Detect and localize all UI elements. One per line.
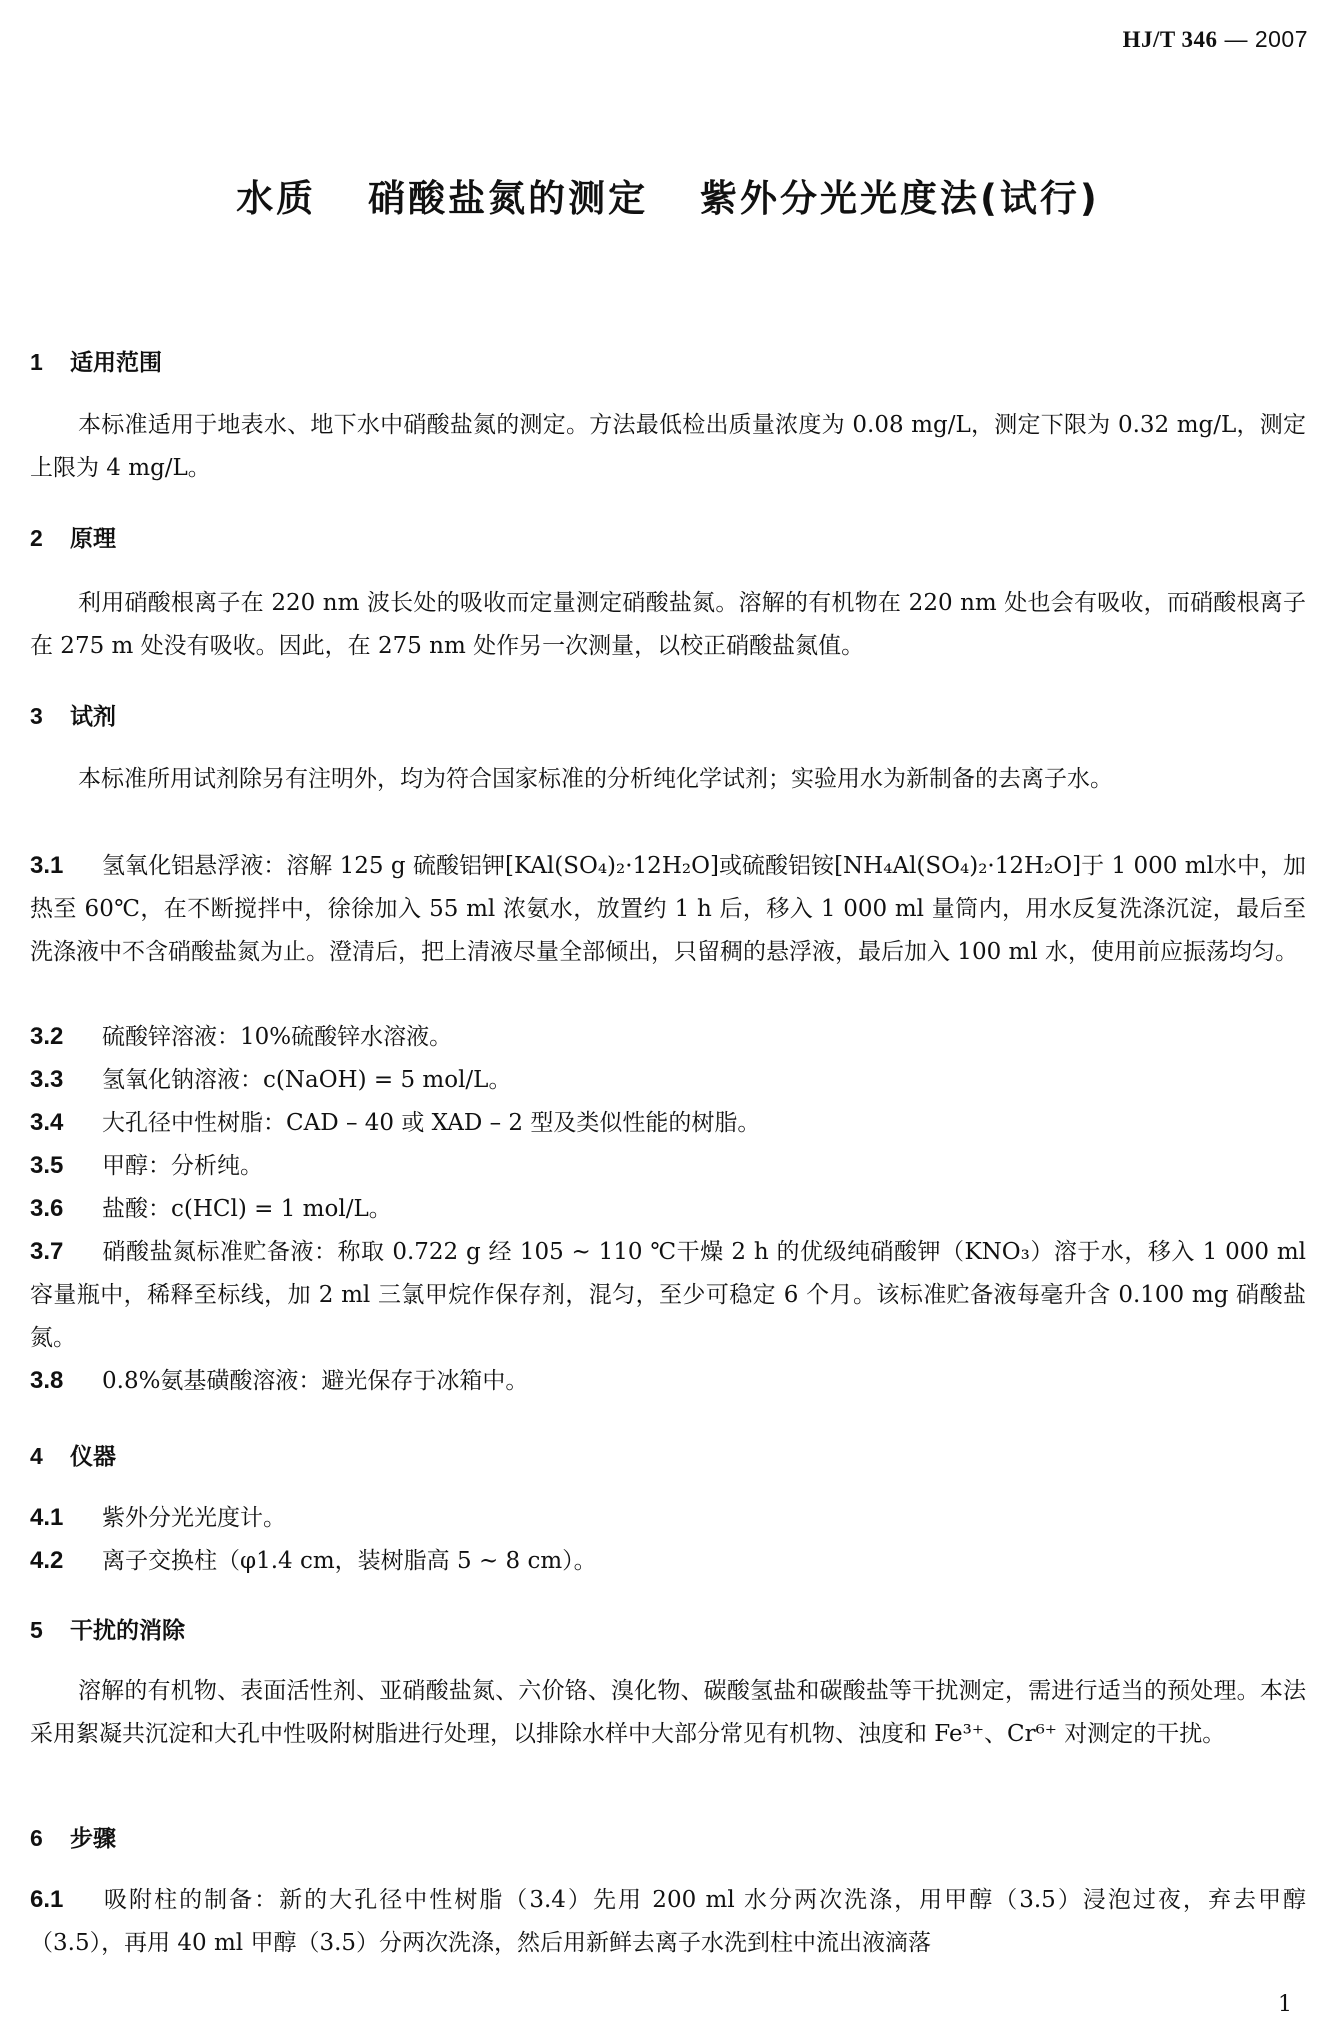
section-heading-5: 5 干扰的消除 (30, 1617, 185, 1644)
item-3-2: 3.2 硫酸锌溶液：10%硫酸锌水溶液。 (30, 1023, 453, 1050)
item-3-3: 3.3 氢氧化钠溶液：c(NaOH) = 5 mol/L。 (30, 1066, 512, 1093)
item-3-8: 3.8 0.8%氨基磺酸溶液：避光保存于冰箱中。 (30, 1367, 529, 1394)
document-title (0, 168, 1336, 222)
item-3-4: 3.4 大孔径中性树脂：CAD – 40 或 XAD – 2 型及类似性能的树脂。 (30, 1109, 761, 1136)
section-2-body: 利用硝酸根离子在 220 nm 波长处的吸收而定量测定硝酸盐氮。溶解的有机物在 220 nm 处也会有吸收，而硝酸根离子在 275 m 处没有吸收。因此，在 275 nm 处作另一次测量，以校正硝酸盐氮值。 (30, 590, 1306, 659)
title-part-3: 紫外分光光度法(试行) (699, 177, 1100, 220)
section-heading-2: 2 原理 (30, 525, 116, 552)
section-heading-4: 4 仪器 (30, 1443, 116, 1470)
standard-code-header (1123, 26, 1308, 53)
header-dash: — (1224, 26, 1248, 52)
section-heading-1: 1 适用范围 (30, 349, 162, 376)
item-4-2: 4.2 离子交换柱（φ1.4 cm，装树脂高 5 ~ 8 cm）。 (30, 1547, 597, 1574)
standard-code: HJ/T 346 (1122, 27, 1218, 52)
section-1-body: 本标准适用于地表水、地下水中硝酸盐氮的测定。方法最低检出质量浓度为 0.08 mg/L，测定下限为 0.32 mg/L，测定上限为 4 mg/L。 (30, 412, 1306, 481)
section-5-body: 溶解的有机物、表面活性剂、亚硝酸盐氮、六价铬、溴化物、碳酸氢盐和碳酸盐等干扰测定，需进行适当的预处理。本法采用絮凝共沉淀和大孔中性吸附树脂进行处理，以排除水样中大部分常见有机物、浊度和 Fe³⁺、Cr⁶⁺ 对测定的干扰。 (30, 1678, 1306, 1747)
item-4-1: 4.1 紫外分光光度计。 (30, 1504, 286, 1531)
page-number: 1 (1278, 1992, 1292, 2017)
item-3-7: 3.7 硝酸盐氮标准贮备液：称取 0.722 g 经 105 ~ 110 ℃干燥 2 h 的优级纯硝酸钾（KNO₃）溶于水，移入 1 000 ml 容量瓶中，稀释至标线，加 2 ml 三氯甲烷作保存剂，混匀，至少可稳定 6 个月。该标准贮备液每毫升含 0.100 mg 硝酸盐氮。 (30, 1238, 1306, 1351)
item-6-1: 6.1 吸附柱的制备：新的大孔径中性树脂（3.4）先用 200 ml 水分两次洗涤，用甲醇（3.5）浸泡过夜，弃去甲醇（3.5），再用 40 ml 甲醇（3.5）分两次洗涤，然后用新鲜去离子水洗到柱中流出液滴落 (30, 1886, 1306, 1956)
title-part-1: 水质 (236, 177, 317, 220)
title-part-2: 硝酸盐氮的测定 (368, 177, 649, 220)
standard-year: 2007 (1254, 26, 1308, 52)
section-3-body: 本标准所用试剂除另有注明外，均为符合国家标准的分析纯化学试剂；实验用水为新制备的去离子水。 (78, 766, 1113, 792)
item-3-5: 3.5 甲醇：分析纯。 (30, 1152, 263, 1179)
section-heading-6: 6 步骤 (30, 1825, 116, 1852)
item-3-1: 3.1 氢氧化铝悬浮液：溶解 125 g 硫酸铝钾[KAl(SO₄)₂·12H₂O]或硫酸铝铵[NH₄Al(SO₄)₂·12H₂O]于 1 000 ml水中，加热至 60℃，在不断搅拌中，徐徐加入 55 ml 浓氨水，放置约 1 h 后，移入 1 000 ml 量筒内，用水反复洗涤沉淀，最后至洗涤液中不含硝酸盐氮为止。澄清后，把上清液尽量全部倾出，只留稠的悬浮液，最后加入 100 ml 水，使用前应振荡均匀。 (30, 852, 1306, 965)
section-heading-3: 3 试剂 (30, 703, 116, 730)
item-3-6: 3.6 盐酸：c(HCl) = 1 mol/L。 (30, 1195, 392, 1222)
